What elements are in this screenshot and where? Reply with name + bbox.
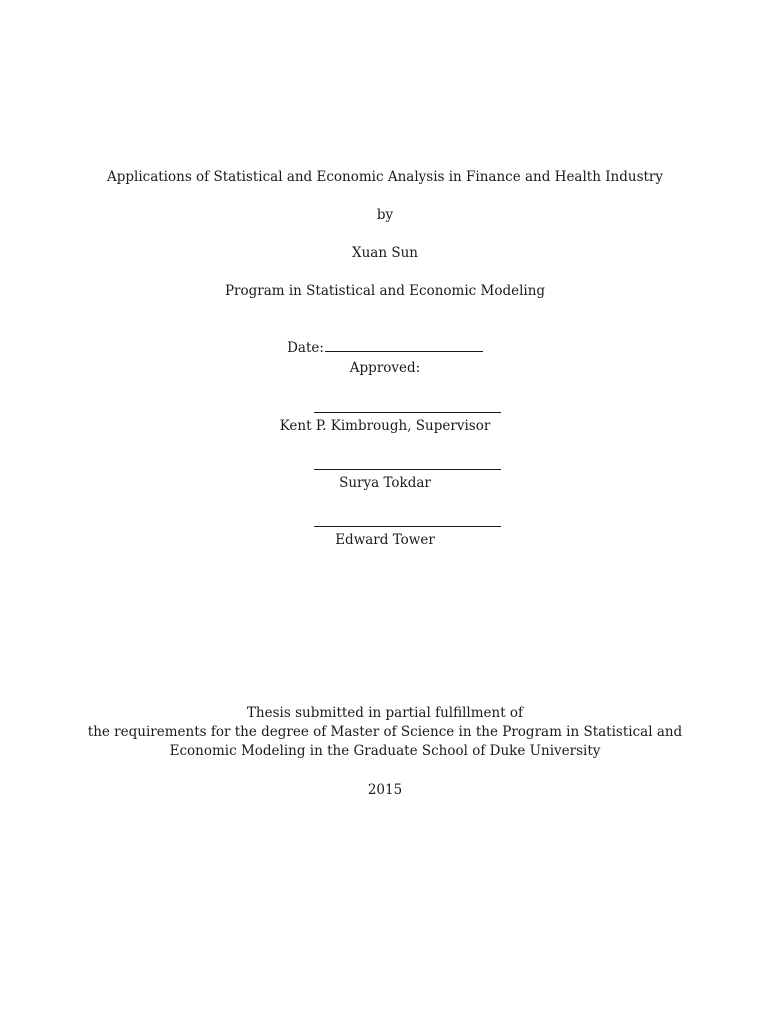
by-label: by bbox=[376, 207, 394, 223]
year: 2015 bbox=[367, 782, 403, 798]
submission-line-1: Thesis submitted in partial fulfillment of bbox=[246, 705, 524, 721]
signatory-name-3: Edward Tower bbox=[335, 532, 435, 548]
date-field bbox=[0, 339, 770, 357]
author-name: Xuan Sun bbox=[352, 245, 418, 261]
date-underline bbox=[325, 339, 483, 352]
date-label: Date: bbox=[287, 340, 324, 356]
signature-line-2 bbox=[314, 469, 501, 470]
submission-line-3: Economic Modeling in the Graduate School of Duke University bbox=[169, 743, 601, 759]
signature-line-3 bbox=[314, 526, 501, 527]
signatory-name-2: Surya Tokdar bbox=[339, 475, 431, 491]
thesis-title: Applications of Statistical and Economic Analysis in Finance and Health Industry bbox=[106, 169, 664, 185]
signature-line-1 bbox=[314, 412, 501, 413]
program-name: Program in Statistical and Economic Modeling bbox=[224, 283, 546, 299]
submission-line-2: the requirements for the degree of Master of Science in the Program in Statistical and bbox=[87, 724, 683, 740]
approved-label: Approved: bbox=[349, 360, 421, 376]
signatory-name-1: Kent P. Kimbrough, Supervisor bbox=[279, 418, 491, 434]
